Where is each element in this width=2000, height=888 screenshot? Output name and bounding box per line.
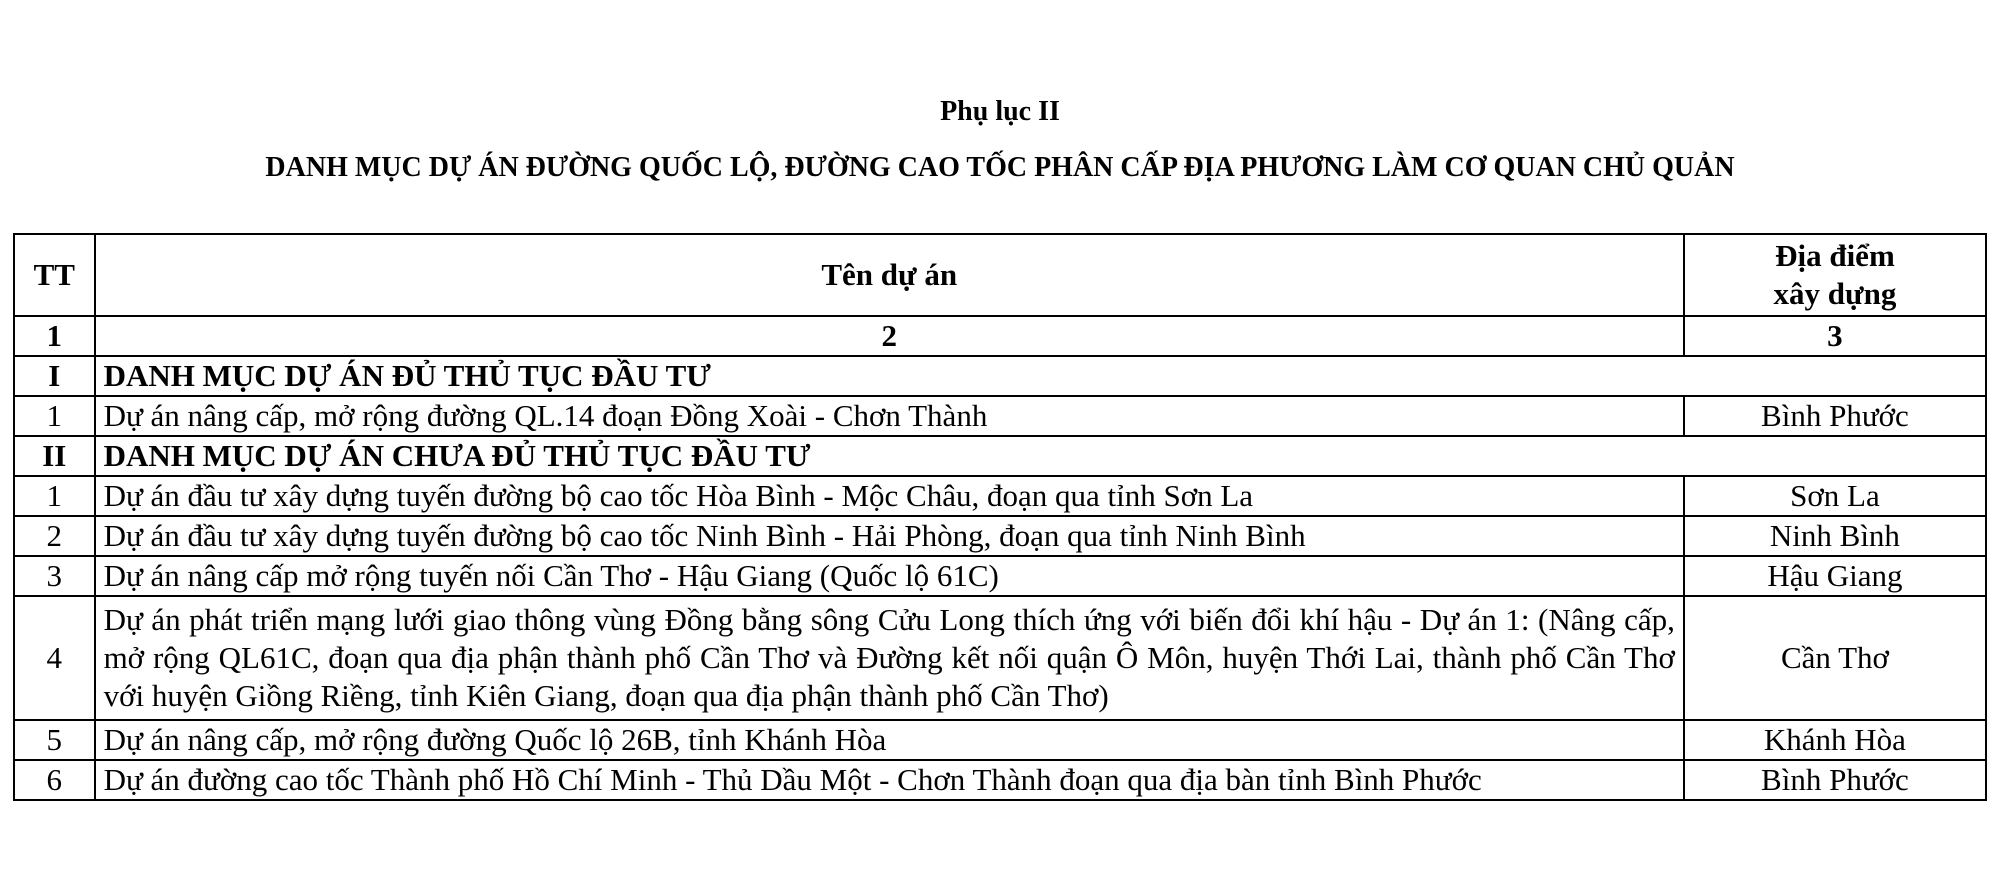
project-name: Dự án đầu tư xây dựng tuyến đường bộ cao tốc Hòa Bình - Mộc Châu, đoạn qua tỉnh Sơn La [95, 476, 1684, 516]
project-name: Dự án phát triển mạng lưới giao thông vùng Đồng bằng sông Cửu Long thích ứng với biến đổi khí hậu - Dự án 1: (Nâng cấp, mở rộng QL61C, đoạn qua địa phận thành phố Cần Thơ và Đường kết nối quận Ô Môn, huyện Thới Lai, thành phố Cần Thơ với huyện Giồng Riềng, tỉnh Kiên Giang, đoạn qua địa phận thành phố Cần Thơ) [95, 596, 1684, 720]
section-row [14, 436, 1986, 476]
row-number: 4 [14, 596, 95, 720]
project-location: Cần Thơ [1684, 596, 1986, 720]
project-name: Dự án đầu tư xây dựng tuyến đường bộ cao tốc Ninh Bình - Hải Phòng, đoạn qua tỉnh Ninh Bình [95, 516, 1684, 556]
table-row [14, 516, 1986, 556]
section-number: II [14, 436, 95, 476]
section-number: I [14, 356, 95, 396]
project-table [13, 233, 1987, 801]
header-location-line1: Địa điểm [1775, 238, 1895, 273]
project-location: Hậu Giang [1684, 556, 1986, 596]
project-name: Dự án nâng cấp, mở rộng đường QL.14 đoạn Đồng Xoài - Chơn Thành [95, 396, 1684, 436]
table-row [14, 556, 1986, 596]
row-number: 1 [14, 476, 95, 516]
header-location [1684, 234, 1986, 316]
row-number: 1 [14, 396, 95, 436]
table-row [14, 720, 1986, 760]
appendix-label: Phụ lục II [940, 96, 1060, 127]
project-location: Khánh Hòa [1684, 720, 1986, 760]
row-number: 5 [14, 720, 95, 760]
header-tt: TT [14, 234, 95, 316]
section-title: DANH MỤC DỰ ÁN CHƯA ĐỦ THỦ TỤC ĐẦU TƯ [95, 436, 1986, 476]
header-location-line2: xây dựng [1773, 276, 1897, 311]
column-number-row [14, 316, 1986, 356]
project-location: Bình Phước [1684, 396, 1986, 436]
document-title: DANH MỤC DỰ ÁN ĐƯỜNG QUỐC LỘ, ĐƯỜNG CAO TỐC PHÂN CẤP ĐỊA PHƯƠNG LÀM CƠ QUAN CHỦ QUẢN [265, 152, 1735, 183]
project-name: Dự án đường cao tốc Thành phố Hồ Chí Minh - Thủ Dầu Một - Chơn Thành đoạn qua địa bàn tỉnh Bình Phước [95, 760, 1684, 800]
project-location: Sơn La [1684, 476, 1986, 516]
row-number: 3 [14, 556, 95, 596]
project-name: Dự án nâng cấp mở rộng tuyến nối Cần Thơ - Hậu Giang (Quốc lộ 61C) [95, 556, 1684, 596]
project-location: Bình Phước [1684, 760, 1986, 800]
table-row [14, 396, 1986, 436]
column-number: 1 [14, 316, 95, 356]
project-location: Ninh Bình [1684, 516, 1986, 556]
header-project-name: Tên dự án [95, 234, 1684, 316]
row-number: 6 [14, 760, 95, 800]
table-row [14, 476, 1986, 516]
column-number: 2 [95, 316, 1684, 356]
section-title: DANH MỤC DỰ ÁN ĐỦ THỦ TỤC ĐẦU TƯ [95, 356, 1986, 396]
table-row [14, 596, 1986, 720]
table-row [14, 760, 1986, 800]
row-number: 2 [14, 516, 95, 556]
project-name: Dự án nâng cấp, mở rộng đường Quốc lộ 26B, tỉnh Khánh Hòa [95, 720, 1684, 760]
section-row [14, 356, 1986, 396]
table-header-row [14, 234, 1986, 316]
column-number: 3 [1684, 316, 1986, 356]
